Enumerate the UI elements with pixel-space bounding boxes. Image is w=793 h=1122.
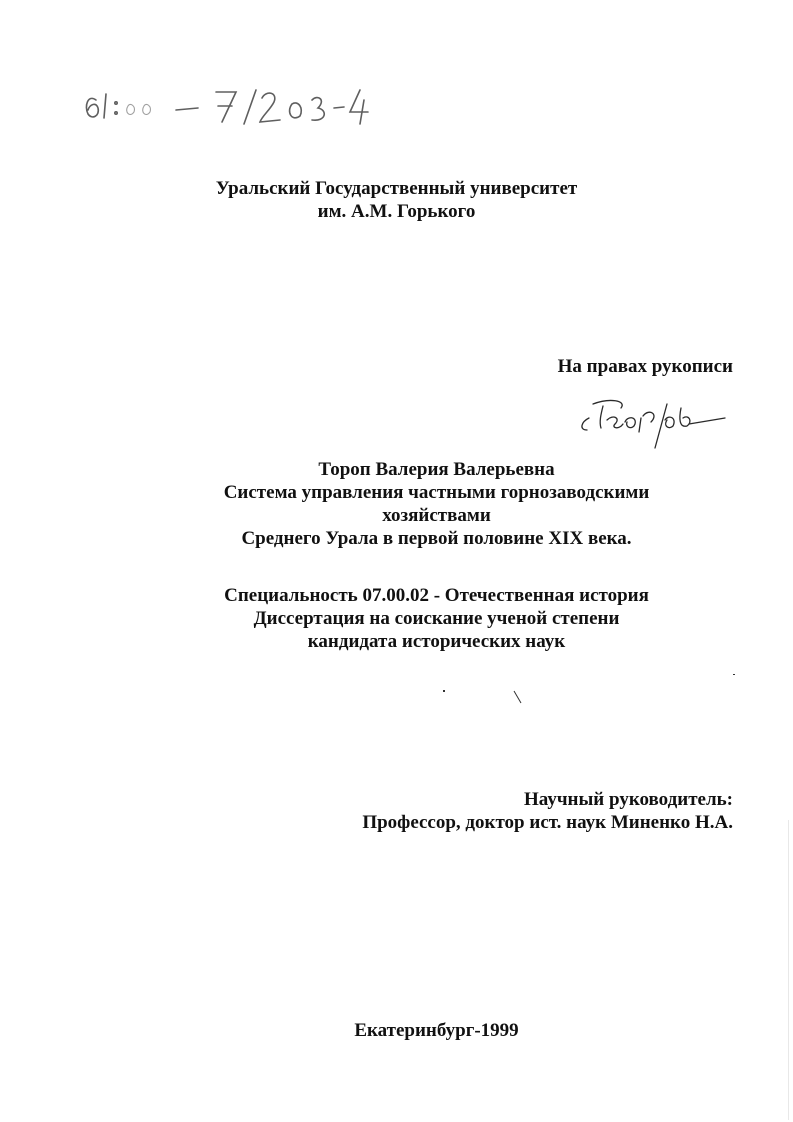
university-name: Уральский Государственный университет (215, 178, 578, 199)
university-heading (0, 177, 793, 223)
degree-info (40, 584, 793, 653)
specialty: Специальность 07.00.02 - Отечественная история (224, 585, 649, 606)
supervisor-name: Профессор, доктор ист. наук Миненко Н.А. (362, 812, 733, 833)
scan-speck (514, 691, 522, 704)
dissertation-title-line-3: Среднего Урала в первой половине XIX века. (241, 528, 632, 549)
signature (563, 388, 733, 454)
city-year: Екатеринбург-1999 (354, 1020, 519, 1041)
university-dedication: им. А.М. Горького (317, 201, 476, 222)
degree-purpose: Диссертация на соискание ученой степени (253, 608, 620, 629)
handwritten-archive-code (0, 70, 380, 130)
scan-edge-line (788, 820, 789, 1120)
author-name: Тороп Валерия Валерьевна (318, 459, 555, 480)
scan-speck (733, 674, 735, 675)
scan-speck (443, 690, 445, 692)
dissertation-title-line-1: Система управления частными горнозаводскими (223, 482, 650, 503)
manuscript-note: На правах рукописи (557, 356, 733, 377)
supervisor-label: Научный руководитель: (524, 789, 733, 810)
dissertation-title-line-2: хозяйствами (382, 505, 491, 526)
supervisor-block (362, 788, 733, 834)
degree-level: кандидата исторических наук (307, 631, 566, 652)
author-and-title (40, 458, 793, 550)
